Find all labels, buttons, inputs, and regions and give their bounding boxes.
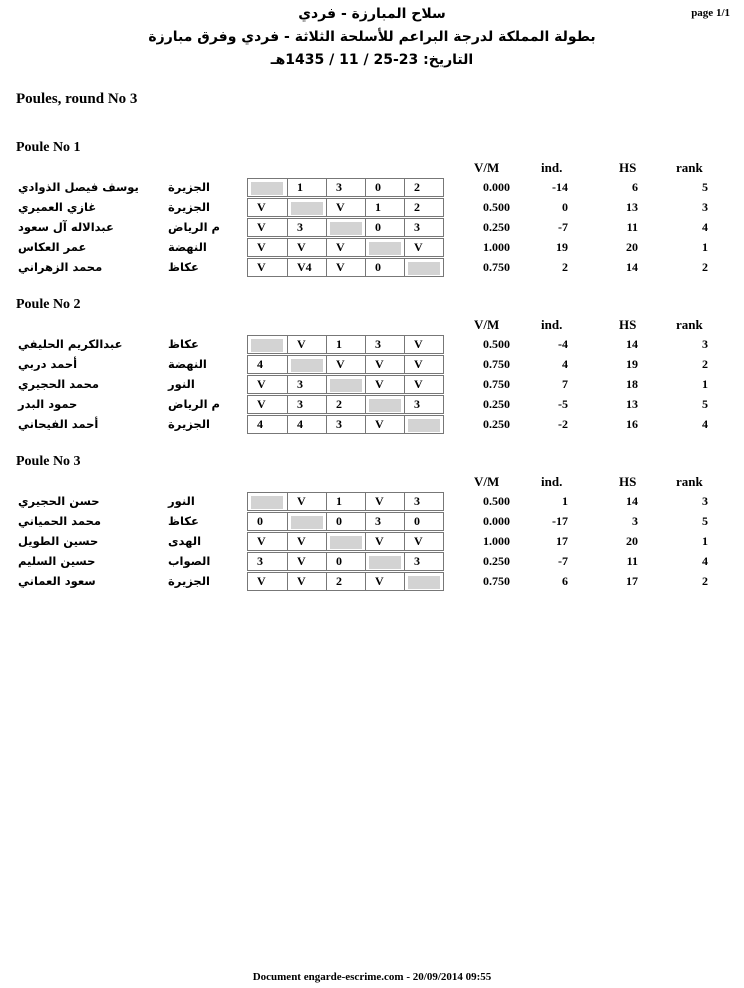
bout-result-cell: 3 <box>326 416 365 433</box>
bout-result-cell: 3 <box>257 554 263 568</box>
column-header-rank: rank <box>676 317 703 332</box>
fencer-row <box>0 355 744 375</box>
bout-result-cell: V <box>257 240 266 254</box>
fencer-club: النهضة <box>168 240 207 254</box>
fencer-row <box>0 258 744 278</box>
self-bout-shade <box>251 182 283 195</box>
fencer-rank: 2 <box>702 357 708 371</box>
fencer-club: عكاظ <box>168 514 199 528</box>
fencer-club: النور <box>168 494 195 508</box>
bout-result-cell: 0 <box>365 179 404 196</box>
bout-result-cell: 4 <box>257 417 263 431</box>
fencer-club: عكاظ <box>168 337 199 351</box>
fencer-row <box>0 492 744 512</box>
bout-result-cell: V <box>404 336 443 353</box>
fencer-hs: 20 <box>626 534 638 548</box>
fencer-rank: 5 <box>702 514 708 528</box>
fencer-name: عبدالكريم الحليفي <box>18 337 123 351</box>
self-bout-cell <box>287 513 326 530</box>
bout-result-cell: 2 <box>404 199 443 216</box>
bout-result-cell: V <box>287 553 326 570</box>
fencer-row <box>0 198 744 218</box>
self-bout-shade <box>291 359 323 372</box>
self-bout-cell <box>248 493 287 510</box>
bout-results-grid <box>247 218 444 237</box>
fencer-row <box>0 178 744 198</box>
poule-title: Poule No 3 <box>16 454 81 469</box>
fencer-ind: 0 <box>562 200 568 214</box>
bout-results-grid <box>247 415 444 434</box>
self-bout-cell <box>404 416 443 433</box>
bout-result-cell: 3 <box>287 219 326 236</box>
bout-results-grid <box>247 258 444 277</box>
fencer-rank: 4 <box>702 417 708 431</box>
bout-results-grid <box>247 532 444 551</box>
self-bout-shade <box>408 576 440 589</box>
fencer-club: الجزيرة <box>168 180 210 194</box>
fencer-rank: 3 <box>702 200 708 214</box>
self-bout-shade <box>291 202 323 215</box>
bout-result-cell: 3 <box>404 553 443 570</box>
bout-result-cell: 0 <box>365 219 404 236</box>
bout-result-cell: V <box>287 533 326 550</box>
fencer-hs: 14 <box>626 494 638 508</box>
bout-results-grid <box>247 355 444 374</box>
fencer-vm: 0.500 <box>483 494 510 508</box>
bout-result-cell: V <box>404 376 443 393</box>
header-championship-title: بطولة المملكة لدرجة البراعم للأسلحة الثلاثة - فردي وفرق مبارزة <box>148 29 596 45</box>
poule-2 <box>0 297 744 447</box>
bout-result-cell: V <box>365 493 404 510</box>
bout-result-cell: V <box>287 493 326 510</box>
fencer-row <box>0 335 744 355</box>
bout-result-cell: 1 <box>365 199 404 216</box>
self-bout-cell <box>365 396 404 413</box>
fencer-vm: 0.750 <box>483 260 510 274</box>
self-bout-shade <box>330 379 362 392</box>
bout-result-cell: V <box>326 356 365 373</box>
fencer-club: م الرياض <box>168 397 220 411</box>
fencer-rank: 4 <box>702 554 708 568</box>
bout-result-cell: 2 <box>326 573 365 590</box>
self-bout-cell <box>404 259 443 276</box>
self-bout-cell <box>248 336 287 353</box>
bout-result-cell: V <box>257 260 266 274</box>
fencer-ind: -4 <box>558 337 568 351</box>
bout-result-cell: 3 <box>365 336 404 353</box>
fencer-club: الجزيرة <box>168 574 210 588</box>
fencer-row <box>0 532 744 552</box>
fencer-vm: 0.250 <box>483 397 510 411</box>
bout-result-cell: V <box>326 259 365 276</box>
fencer-rank: 2 <box>702 260 708 274</box>
fencer-name: عبدالاله آل سعود <box>18 220 114 234</box>
bout-result-cell: 3 <box>404 493 443 510</box>
fencer-vm: 1.000 <box>483 240 510 254</box>
self-bout-cell <box>326 533 365 550</box>
bout-result-cell: V <box>257 377 266 391</box>
self-bout-shade <box>369 556 401 569</box>
fencer-hs: 13 <box>626 200 638 214</box>
poule-title: Poule No 2 <box>16 297 81 312</box>
bout-result-cell: V <box>257 534 266 548</box>
bout-result-cell: 1 <box>287 179 326 196</box>
self-bout-cell <box>326 376 365 393</box>
bout-result-cell: V <box>365 533 404 550</box>
fencer-vm: 0.750 <box>483 357 510 371</box>
fencer-row <box>0 218 744 238</box>
self-bout-shade <box>408 419 440 432</box>
self-bout-cell <box>248 179 287 196</box>
bout-result-cell: 0 <box>257 514 263 528</box>
column-header-rank: rank <box>676 474 703 489</box>
fencer-vm: 0.750 <box>483 574 510 588</box>
bout-result-cell: 0 <box>326 513 365 530</box>
fencer-ind: -2 <box>558 417 568 431</box>
self-bout-cell <box>287 356 326 373</box>
column-header-hs: HS <box>619 160 637 175</box>
self-bout-shade <box>251 339 283 352</box>
fencer-name: حمود البدر <box>18 397 78 411</box>
fencer-vm: 0.000 <box>483 180 510 194</box>
fencer-row <box>0 572 744 592</box>
bout-result-cell: 0 <box>404 513 443 530</box>
self-bout-cell <box>365 553 404 570</box>
fencer-vm: 0.000 <box>483 514 510 528</box>
fencer-ind: -7 <box>558 554 568 568</box>
self-bout-cell <box>365 239 404 256</box>
fencer-name: غازي العميري <box>18 200 97 214</box>
fencer-hs: 6 <box>632 180 638 194</box>
fencer-vm: 0.750 <box>483 377 510 391</box>
bout-result-cell: 4 <box>287 416 326 433</box>
fencer-ind: 4 <box>562 357 568 371</box>
fencer-club: الهدى <box>168 534 202 548</box>
column-header-hs: HS <box>619 317 637 332</box>
poule-title: Poule No 1 <box>16 140 81 155</box>
self-bout-shade <box>291 516 323 529</box>
bout-result-cell: V <box>365 376 404 393</box>
fencer-club: الجزيرة <box>168 417 210 431</box>
bout-result-cell: 2 <box>326 396 365 413</box>
fencer-row <box>0 238 744 258</box>
fencer-name: حسين الطويل <box>18 534 99 548</box>
fencer-club: النهضة <box>168 357 207 371</box>
fencer-ind: -5 <box>558 397 568 411</box>
column-header-vm: V/M <box>474 160 500 175</box>
fencer-hs: 16 <box>626 417 638 431</box>
fencer-rank: 5 <box>702 180 708 194</box>
fencer-name: عمر العكاس <box>18 240 87 254</box>
bout-result-cell: 3 <box>326 179 365 196</box>
fencer-name: يوسف فيصل الذوادي <box>18 180 139 194</box>
column-header-rank: rank <box>676 160 703 175</box>
fencer-hs: 19 <box>626 357 638 371</box>
fencer-rank: 1 <box>702 377 708 391</box>
bout-result-cell: 0 <box>365 259 404 276</box>
round-title: Poules, round No 3 <box>16 91 138 107</box>
fencer-ind: 2 <box>562 260 568 274</box>
fencer-vm: 1.000 <box>483 534 510 548</box>
fencer-hs: 11 <box>626 220 638 234</box>
bout-result-cell: 3 <box>287 396 326 413</box>
bout-results-grid <box>247 572 444 591</box>
column-header-ind: ind. <box>541 160 563 175</box>
bout-results-grid <box>247 552 444 571</box>
self-bout-shade <box>369 399 401 412</box>
self-bout-cell <box>287 199 326 216</box>
bout-result-cell: V <box>404 533 443 550</box>
fencer-name: محمد الحمياني <box>18 514 101 528</box>
bout-result-cell: V <box>257 220 266 234</box>
bout-result-cell: V <box>365 573 404 590</box>
fencer-ind: -14 <box>552 180 568 194</box>
bout-result-cell: 3 <box>404 396 443 413</box>
bout-result-cell: V <box>257 397 266 411</box>
fencer-club: النور <box>168 377 195 391</box>
fencer-row <box>0 375 744 395</box>
self-bout-shade <box>330 536 362 549</box>
fencer-hs: 17 <box>626 574 638 588</box>
fencer-vm: 0.250 <box>483 417 510 431</box>
fencer-hs: 18 <box>626 377 638 391</box>
fencer-rank: 5 <box>702 397 708 411</box>
fencer-rank: 3 <box>702 494 708 508</box>
bout-result-cell: V <box>365 416 404 433</box>
fencer-vm: 0.500 <box>483 200 510 214</box>
bout-result-cell: V <box>257 574 266 588</box>
bout-result-cell: 3 <box>404 219 443 236</box>
bout-result-cell: V <box>287 336 326 353</box>
fencer-row <box>0 395 744 415</box>
fencer-hs: 3 <box>632 514 638 528</box>
fencer-hs: 11 <box>626 554 638 568</box>
fencer-hs: 13 <box>626 397 638 411</box>
fencer-club: عكاظ <box>168 260 199 274</box>
fencer-name: أحمد الفيحاني <box>18 417 99 431</box>
bout-results-grid <box>247 238 444 257</box>
fencer-ind: -7 <box>558 220 568 234</box>
fencer-hs: 20 <box>626 240 638 254</box>
self-bout-cell <box>404 573 443 590</box>
bout-result-cell: 0 <box>326 553 365 570</box>
self-bout-shade <box>330 222 362 235</box>
fencer-ind: 1 <box>562 494 568 508</box>
page-number: page 1/1 <box>691 7 730 19</box>
fencer-vm: 0.250 <box>483 220 510 234</box>
bout-result-cell: V <box>326 199 365 216</box>
column-header-vm: V/M <box>474 317 500 332</box>
poule-3 <box>0 454 744 604</box>
fencer-name: سعود العماني <box>18 574 96 588</box>
fencer-row <box>0 415 744 435</box>
fencer-club: الجزيرة <box>168 200 210 214</box>
header-date: التاريخ: 23-25 / 11 / 1435هـ <box>270 52 474 68</box>
bout-result-cell: V <box>287 239 326 256</box>
bout-result-cell: 3 <box>365 513 404 530</box>
bout-result-cell: V <box>326 239 365 256</box>
fencer-name: أحمد دربي <box>18 357 78 371</box>
bout-result-cell: 4 <box>257 357 263 371</box>
bout-result-cell: V <box>287 573 326 590</box>
bout-result-cell: V4 <box>287 259 326 276</box>
column-header-ind: ind. <box>541 474 563 489</box>
footer: Document engarde-escrime.com - 20/09/2014 09:55 <box>252 971 492 983</box>
fencer-club: م الرياض <box>168 220 220 234</box>
self-bout-cell <box>326 219 365 236</box>
fencer-ind: -17 <box>552 514 568 528</box>
fencer-name: محمد الحجيري <box>18 377 99 391</box>
bout-results-grid <box>247 395 444 414</box>
fencer-ind: 6 <box>562 574 568 588</box>
fencer-rank: 1 <box>702 534 708 548</box>
bout-result-cell: 2 <box>404 179 443 196</box>
fencer-vm: 0.250 <box>483 554 510 568</box>
column-header-hs: HS <box>619 474 637 489</box>
fencer-row <box>0 512 744 532</box>
fencer-hs: 14 <box>626 260 638 274</box>
bout-results-grid <box>247 512 444 531</box>
fencer-row <box>0 552 744 572</box>
fencer-club: الصواب <box>168 554 211 568</box>
fencer-rank: 4 <box>702 220 708 234</box>
bout-result-cell: V <box>365 356 404 373</box>
fencer-name: حسين السليم <box>18 554 96 568</box>
fencer-ind: 19 <box>556 240 568 254</box>
bout-result-cell: V <box>404 239 443 256</box>
fencer-vm: 0.500 <box>483 337 510 351</box>
bout-result-cell: 1 <box>326 336 365 353</box>
fencer-name: محمد الزهراني <box>18 260 103 274</box>
bout-results-grid <box>247 178 444 197</box>
bout-result-cell: 1 <box>326 493 365 510</box>
fencer-rank: 3 <box>702 337 708 351</box>
fencer-name: حسن الحجيري <box>18 494 100 508</box>
bout-results-grid <box>247 335 444 354</box>
header-weapon-title: سلاح المبارزة - فردي <box>298 6 446 22</box>
bout-result-cell: 3 <box>287 376 326 393</box>
fencer-ind: 7 <box>562 377 568 391</box>
poule-1 <box>0 140 744 290</box>
self-bout-shade <box>408 262 440 275</box>
self-bout-shade <box>251 496 283 509</box>
fencer-rank: 2 <box>702 574 708 588</box>
column-header-ind: ind. <box>541 317 563 332</box>
fencer-hs: 14 <box>626 337 638 351</box>
bout-result-cell: V <box>404 356 443 373</box>
bout-results-grid <box>247 198 444 217</box>
bout-result-cell: V <box>257 200 266 214</box>
bout-results-grid <box>247 492 444 511</box>
bout-results-grid <box>247 375 444 394</box>
column-header-vm: V/M <box>474 474 500 489</box>
self-bout-shade <box>369 242 401 255</box>
fencer-rank: 1 <box>702 240 708 254</box>
fencer-ind: 17 <box>556 534 568 548</box>
